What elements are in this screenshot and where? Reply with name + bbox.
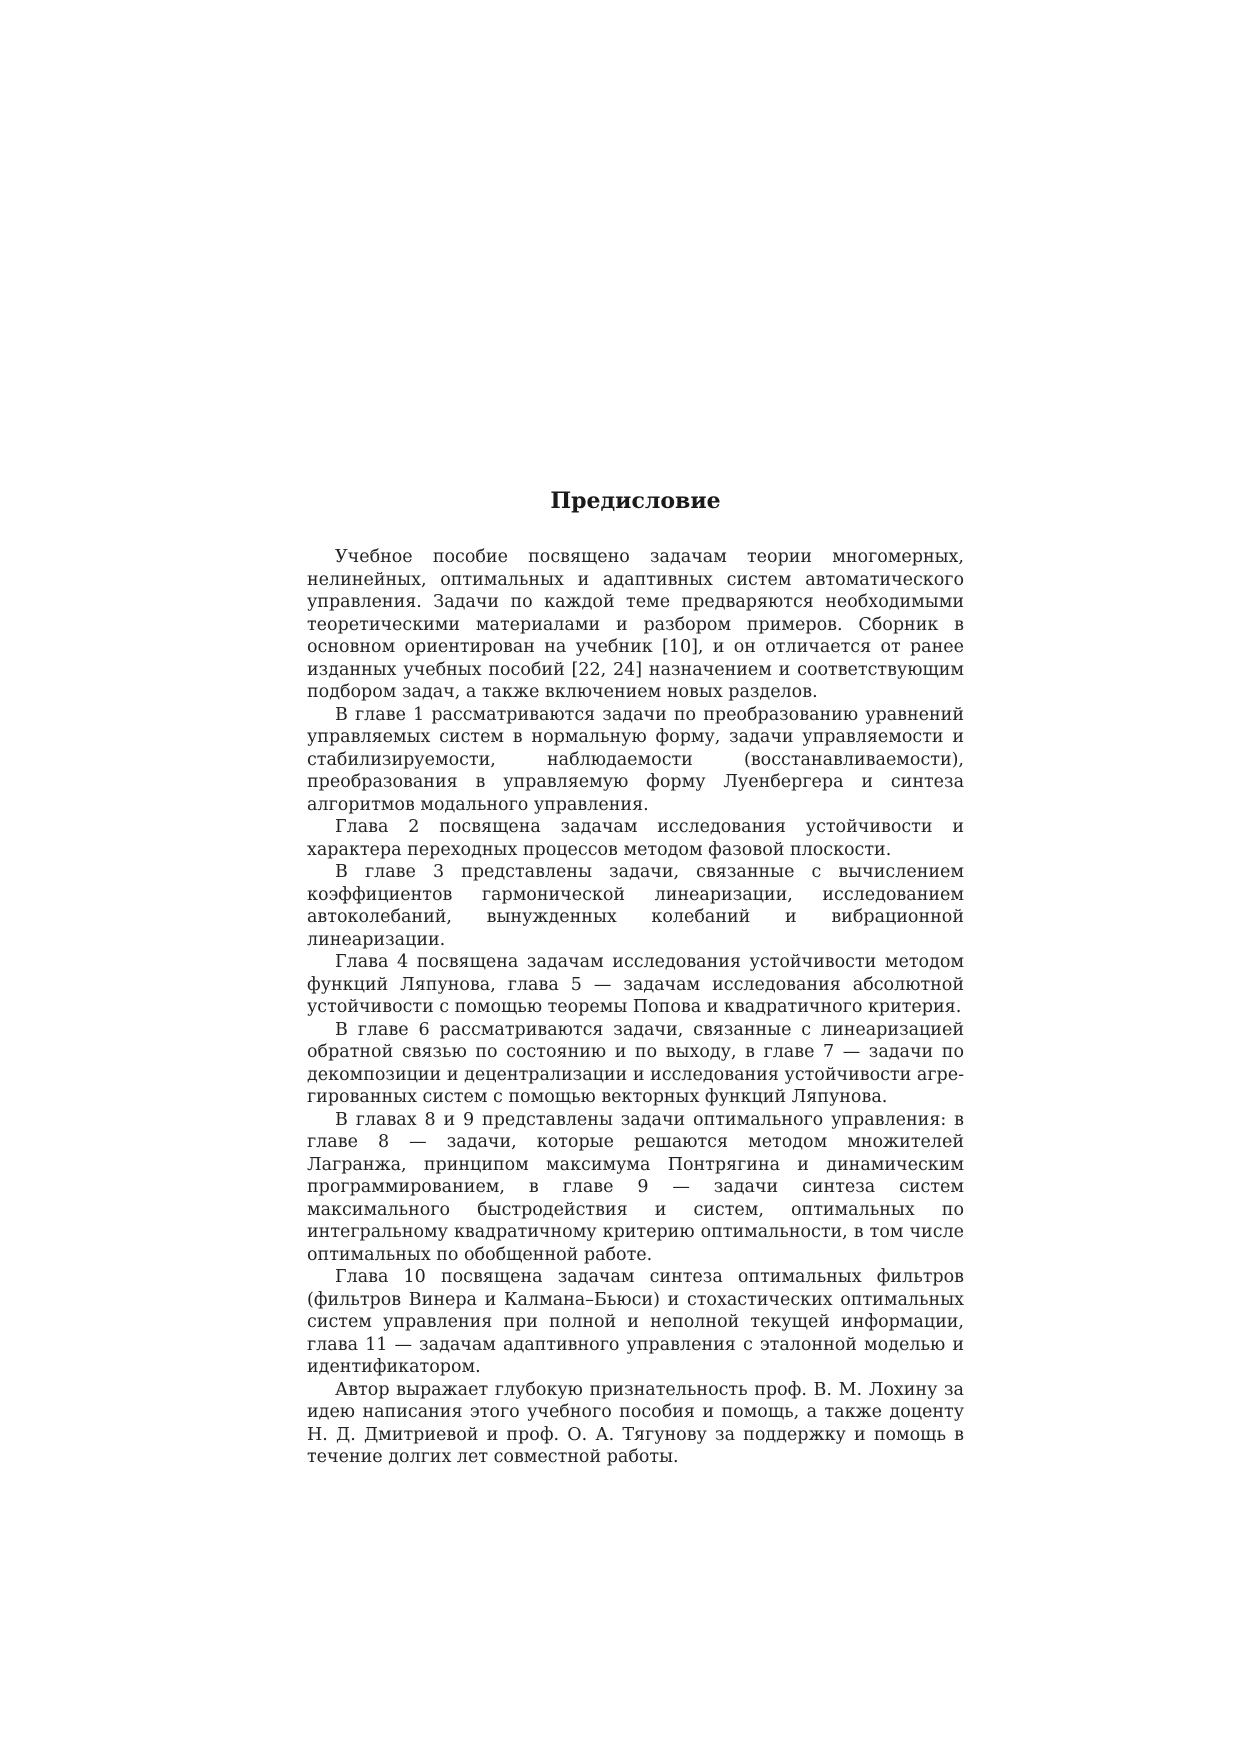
paragraph-acknowledgements: Автор выражает глубокую признательность проф. В. М. Лохину за идею написания этого учебного пособия и помощь, а также доценту Н. Д. Дмитриевой и проф. О. А. Тягунову за поддержку и помощь в течение долгих лет совместной работы. bbox=[307, 1379, 964, 1467]
paragraph-chapters-8-9: В главах 8 и 9 представлены задачи оптимального управления: в главе 8 — задачи, которые решаются методом множителей Лагранжа, принципом максимума Понтрягина и динамическим программированием, в главе 9 — задачи синтеза систем максимального быстродействия и систем, оптимальных по интегральному квадратичному критерию оптимальности, в том числе оптимальных по обобщенной работе. bbox=[307, 1109, 964, 1265]
paragraph-chapter-2: Глава 2 посвящена задачам исследования устойчивости и характера переходных процессов методом фазовой плоскости. bbox=[307, 817, 964, 860]
preface-section bbox=[307, 488, 964, 1469]
paragraph-chapter-1: В главе 1 рассматриваются задачи по преобразованию уравнений управляемых систем в нормальную форму, задачи управляемости и стабилизируемости, наблюдаемости (восстанавливаемости), преобразования в управляемую форму Луенбергера и синтеза алгоритмов модального управления. bbox=[307, 704, 964, 815]
paragraph-chapters-4-5: Глава 4 посвящена задачам исследования устойчивости методом функций Ляпунова, глава 5 — задачам исследования абсолютной устойчивости с помощью теоремы Попова и квадратичного критерия. bbox=[307, 952, 964, 1017]
paragraph-chapters-10-11: Глава 10 посвящена задачам синтеза оптимальных фильтров (фильтров Винера и Калмана–Бьюси) и стохастических оптимальных систем управления при полной и неполной текущей информации, глава 11 — задачам адаптивного управления с эталонной моделью и идентификатором. bbox=[307, 1267, 964, 1377]
paragraph-chapters-6-7: В главе 6 рассматриваются задачи, связанные с линеаризацией обратной связью по состоянию и по выходу, в главе 7 — задачи по декомпозиции и децентрализации и исследования устойчивости агрегированных систем с помощью векторных функций Ляпунова. bbox=[307, 1019, 964, 1107]
paragraph-chapter-3: В главе 3 представлены задачи, связанные с вычислением коэффициентов гармонической линеаризации, исследованием автоколебаний, вынужденных колебаний и вибрационной линеаризации. bbox=[307, 862, 964, 950]
page-title: Предисловие bbox=[550, 488, 721, 514]
paragraph-intro: Учебное пособие посвящено задачам теории многомерных, нелинейных, оптимальных и адаптивных систем автоматического управления. Задачи по каждой теме предваряются необходимыми теоретическими материалами и разбором примеров. Сборник в основном ориентирован на учебник [10], и он отличается от ранее изданных учебных пособий [22, 24] назначением и соответствующим подбором задач, а также включением новых разделов. bbox=[307, 547, 964, 702]
